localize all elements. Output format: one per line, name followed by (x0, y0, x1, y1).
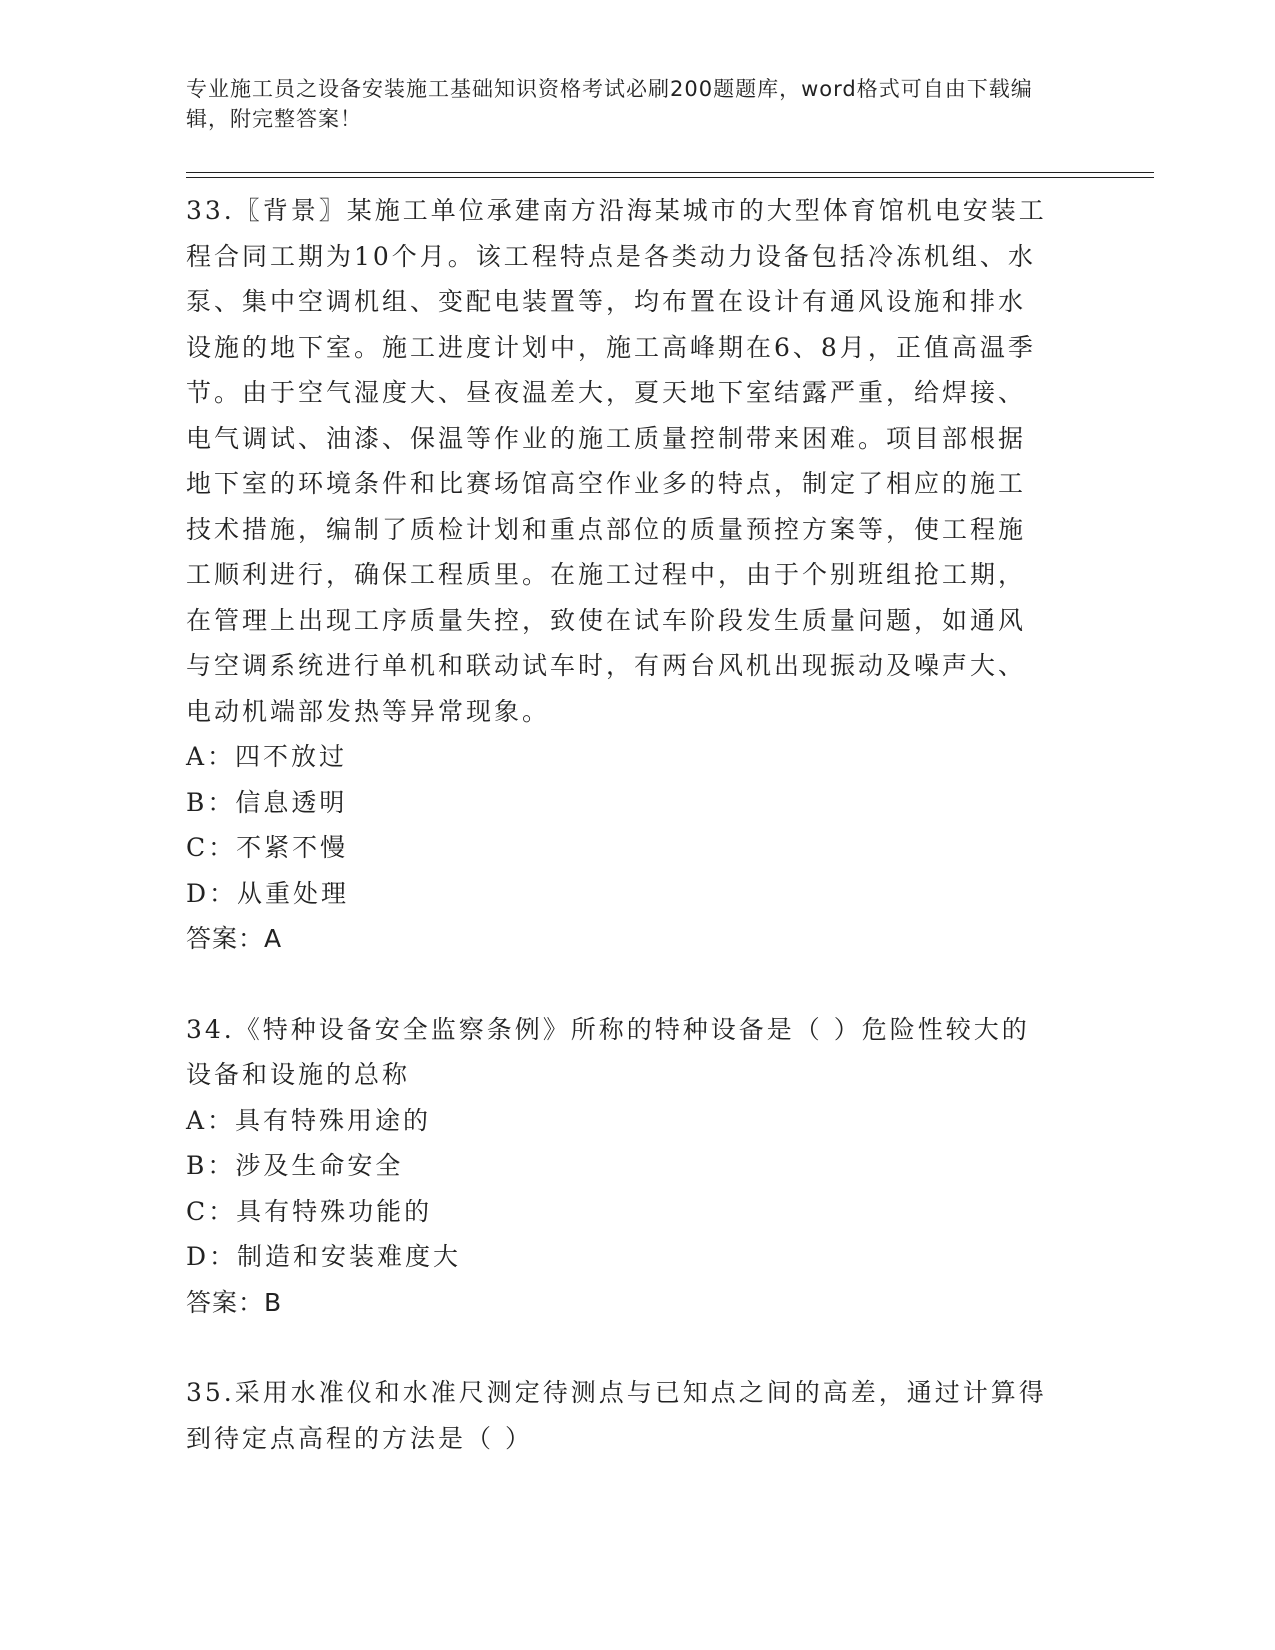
question-stem-line: 地下室的环境条件和比赛场馆高空作业多的特点，制定了相应的施工 (186, 469, 1027, 498)
question-stem-line: 34.《特种设备安全监察条例》所称的特种设备是（ ）危险性较大的 (186, 1014, 1030, 1044)
question-stem-line: 泵、集中空调机组、变配电装置等，均布置在设计有通风设施和排水 (186, 287, 1027, 316)
question-stem-line: 工顺利进行，确保工程质里。在施工过程中，由于个别班组抢工期， (186, 560, 1027, 589)
header-rule-bottom (186, 177, 1154, 178)
question-spacer (186, 962, 1086, 1007)
question-stem-line: 到待定点高程的方法是（ ） (186, 1423, 533, 1453)
option-c: C：不紧不慢 (186, 833, 349, 862)
question-stem-line: 节。由于空气湿度大、昼夜温差大，夏天地下室结露严重，给焊接、 (186, 378, 1027, 407)
option-a: A：四不放过 (186, 742, 348, 771)
question-stem-line: 电气调试、油漆、保温等作业的施工质量控制带来困难。项目部根据 (186, 423, 1027, 453)
option-a: A：具有特殊用途的 (186, 1105, 432, 1135)
option-b: B：信息透明 (186, 787, 348, 817)
question-stem-line: 设施的地下室。施工进度计划中，施工高峰期在6、8月，正值高温季 (186, 332, 1036, 362)
question-stem-line: 电动机端部发热等异常现象。 (186, 696, 551, 726)
question-stem-line: 设备和设施的总称 (186, 1060, 411, 1089)
question-stem-line: 与空调系统进行单机和联动试车时，有两台风机出现振动及噪声大、 (186, 651, 1027, 680)
question-33 (186, 188, 1086, 962)
option-d: D：从重处理 (186, 878, 350, 908)
answer-label: 答案：B (186, 1287, 283, 1317)
question-spacer (186, 1325, 1086, 1370)
question-stem-line: 在管理上出现工序质量失控，致使在试车阶段发生质量问题，如通风 (186, 605, 1027, 635)
question-stem-line: 33.〖背景〗某施工单位承建南方沿海某城市的大型体育馆机电安装工 (186, 196, 1047, 225)
question-34 (186, 1007, 1086, 1326)
question-stem-line: 程合同工期为10个月。该工程特点是各类动力设备包括冷冻机组、水 (186, 241, 1036, 271)
question-stem-line: 技术措施，编制了质检计划和重点部位的质量预控方案等，使工程施 (186, 514, 1027, 544)
question-stem-line: 35.采用水准仪和水准尺测定待测点与已知点之间的高差，通过计算得 (186, 1378, 1047, 1407)
option-d: D：制造和安装难度大 (186, 1242, 462, 1271)
question-35 (186, 1370, 1086, 1461)
option-b: B：涉及生命安全 (186, 1151, 404, 1180)
answer-label: 答案：A (186, 924, 283, 953)
option-c: C：具有特殊功能的 (186, 1196, 433, 1226)
question-list (186, 188, 1086, 1461)
header-rule-top (186, 172, 1154, 173)
document-header: 专业施工员之设备安装施工基础知识资格考试必刷200题题库，word格式可自由下载编辑，附完整答案！ (186, 77, 1033, 131)
